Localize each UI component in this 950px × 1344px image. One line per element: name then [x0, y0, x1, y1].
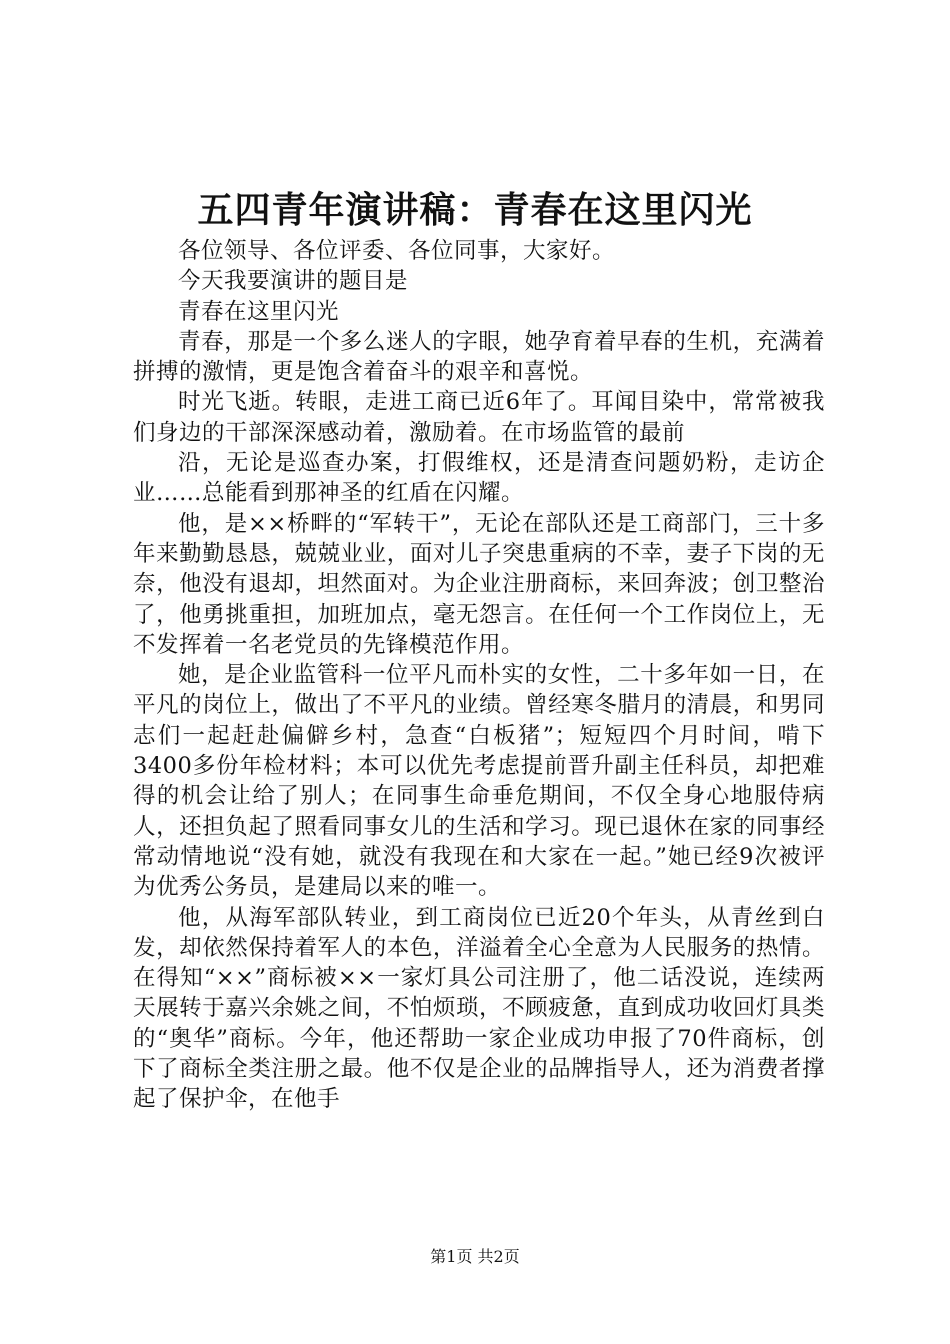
- paragraph-frontline: 沿，无论是巡查办案，打假维权，还是清查问题奶粉，走访企业……总能看到那神圣的红盾在闪耀。: [133, 450, 825, 507]
- paragraph-greeting: 各位领导、各位评委、各位同事，大家好。: [178, 238, 616, 264]
- paragraph-youth: 青春，那是一个多么迷人的字眼，她孕育着早春的生机，充满着拼搏的激情，更是饱含着奋斗的艰辛和喜悦。: [133, 328, 825, 386]
- paragraph-topic-intro: 今天我要演讲的题目是: [178, 268, 409, 295]
- page-footer: 第1页 共2页: [430, 1247, 520, 1266]
- paragraph-veteran: 他，是××桥畔的“军转干”，无论在部队还是工商部门，三十多年来勤勤恳恳，兢兢业业，面对儿子突患重病的不幸，妻子下岗的无奈，他没有退却，坦然面对。为企业注册商标，来回奔波；创卫整治了，他勇挑重担，加班加点，毫无怨言。在任何一个工作岗位上，无不发挥着一名老党员的先锋模范作用。: [133, 510, 825, 658]
- paragraph-navy-veteran: 他，从海军部队转业，到工商岗位已近20个年头，从青丝到白发，却依然保持着军人的本色，洋溢着全心全意为人民服务的热情。在得知“××”商标被××一家灯具公司注册了，他二话没说，连续两天展转于嘉兴余姚之间，不怕烦琐，不顾疲惫，直到成功收回灯具类的“奥华”商标。今年，他还帮助一家企业成功申报了70件商标，创下了商标全类注册之最。他不仅是企业的品牌指导人，还为消费者撑起了保护伞，在他手: [133, 904, 825, 1113]
- document-title: 五四青年演讲稿：青春在这里闪光: [197, 189, 753, 231]
- paragraph-time: 时光飞逝。转眼，走进工商已近6年了。耳闻目染中，常常被我们身边的干部深深感动着，激励着。在市场监管的最前: [133, 389, 825, 446]
- paragraph-topic: 青春在这里闪光: [178, 298, 340, 325]
- document-body: [133, 236, 825, 1115]
- paragraph-female-colleague: 她，是企业监管科一位平凡而朴实的女性，二十多年如一日，在平凡的岗位上，做出了不平凡的业绩。曾经寒冬腊月的清晨，和男同志们一起赶赴偏僻乡村，急查“白板猪”；短短四个月时间，啃下3400多份年检材料；本可以优先考虑提前晋升副主任科员，却把难得的机会让给了别人；在同事生命垂危期间，不仅全身心地服侍病人，还担负起了照看同事女儿的生活和学习。现已退休在家的同事经常动情地说“没有她，就没有我现在和大家在一起。”她已经9次被评为优秀公务员，是建局以来的唯一。: [133, 662, 825, 901]
